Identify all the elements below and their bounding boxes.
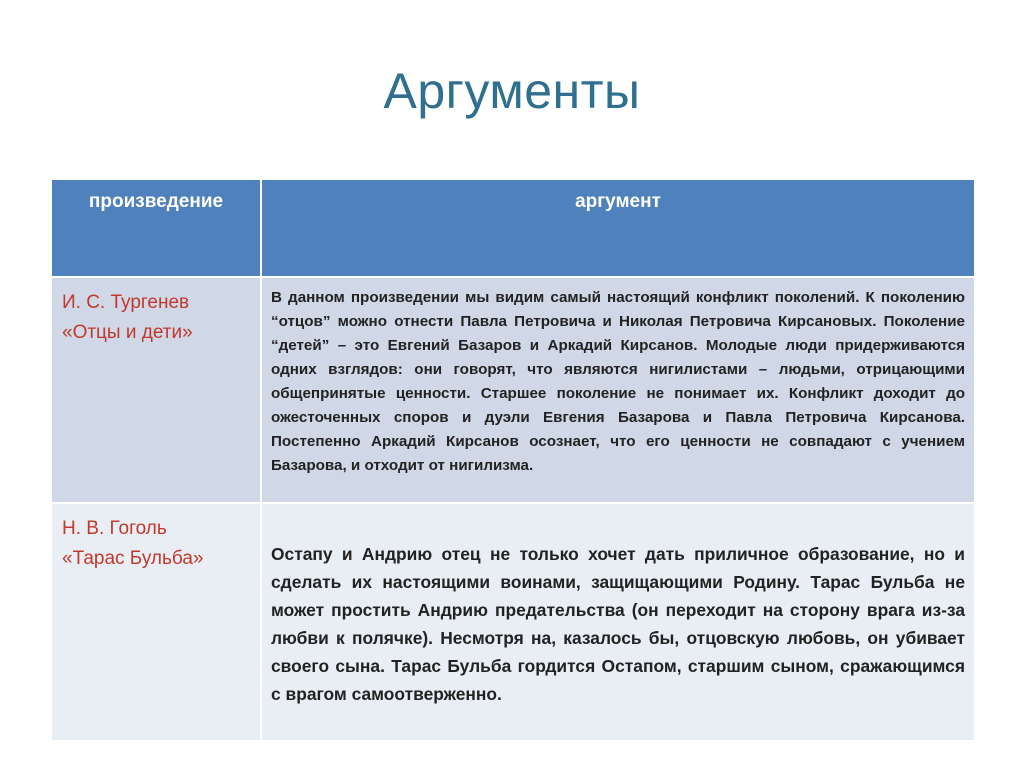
header-work [51,179,261,277]
work-author: Н. В. Гоголь [62,518,167,539]
work-cell [51,277,261,503]
work-cell [51,503,261,741]
work-title: «Тарас Бульба» [62,548,204,569]
header-argument-label: аргумент [575,191,661,212]
argument-text: В данном произведении мы видим самый настоящий конфликт поколений. К поколению “отцов” можно отнести Павла Петровича и Николая Петровича Кирсановых. Поколение “детей” – это Евгений Базаров и Аркадий Кирсанов. Молодые люди придерживаются одних взглядов: они говорят, что являются нигилистами – людьми, отрицающими общепринятые ценности. Старшее поколение не понимает их. Конфликт доходит до ожесточенных споров и дуэли Евгения Базарова и Павла Петровича Кирсанова. Постепенно Аркадий Кирсанов осознает, что его ценности не совпадают с учением Базарова, и отходит от нигилизма. [271,289,965,474]
argument-cell [261,277,975,503]
work-title: «Отцы и дети» [62,322,193,343]
argument-cell [261,503,975,741]
table-header-row [51,179,975,277]
argument-text: Остапу и Андрию отец не только хочет дать приличное образование, но и сделать их настоящими воинами, защищающими Родину. Тарас Бульба не может простить Андрию предательства (он переходит на сторону врага из-за любви к полячке). Несмотря на, казалось бы, отцовскую любовь, он убивает своего сына. Тарас Бульба гордится Остапом, старшим сыном, сражающимся с врагом самоотверженно. [271,544,965,704]
slide-title: Аргументы [383,63,641,119]
table-row [51,503,975,741]
table-row [51,277,975,503]
header-argument [261,179,975,277]
header-work-label: произведение [88,191,224,212]
work-author: И. С. Тургенев [62,292,190,313]
arguments-table [50,178,976,742]
